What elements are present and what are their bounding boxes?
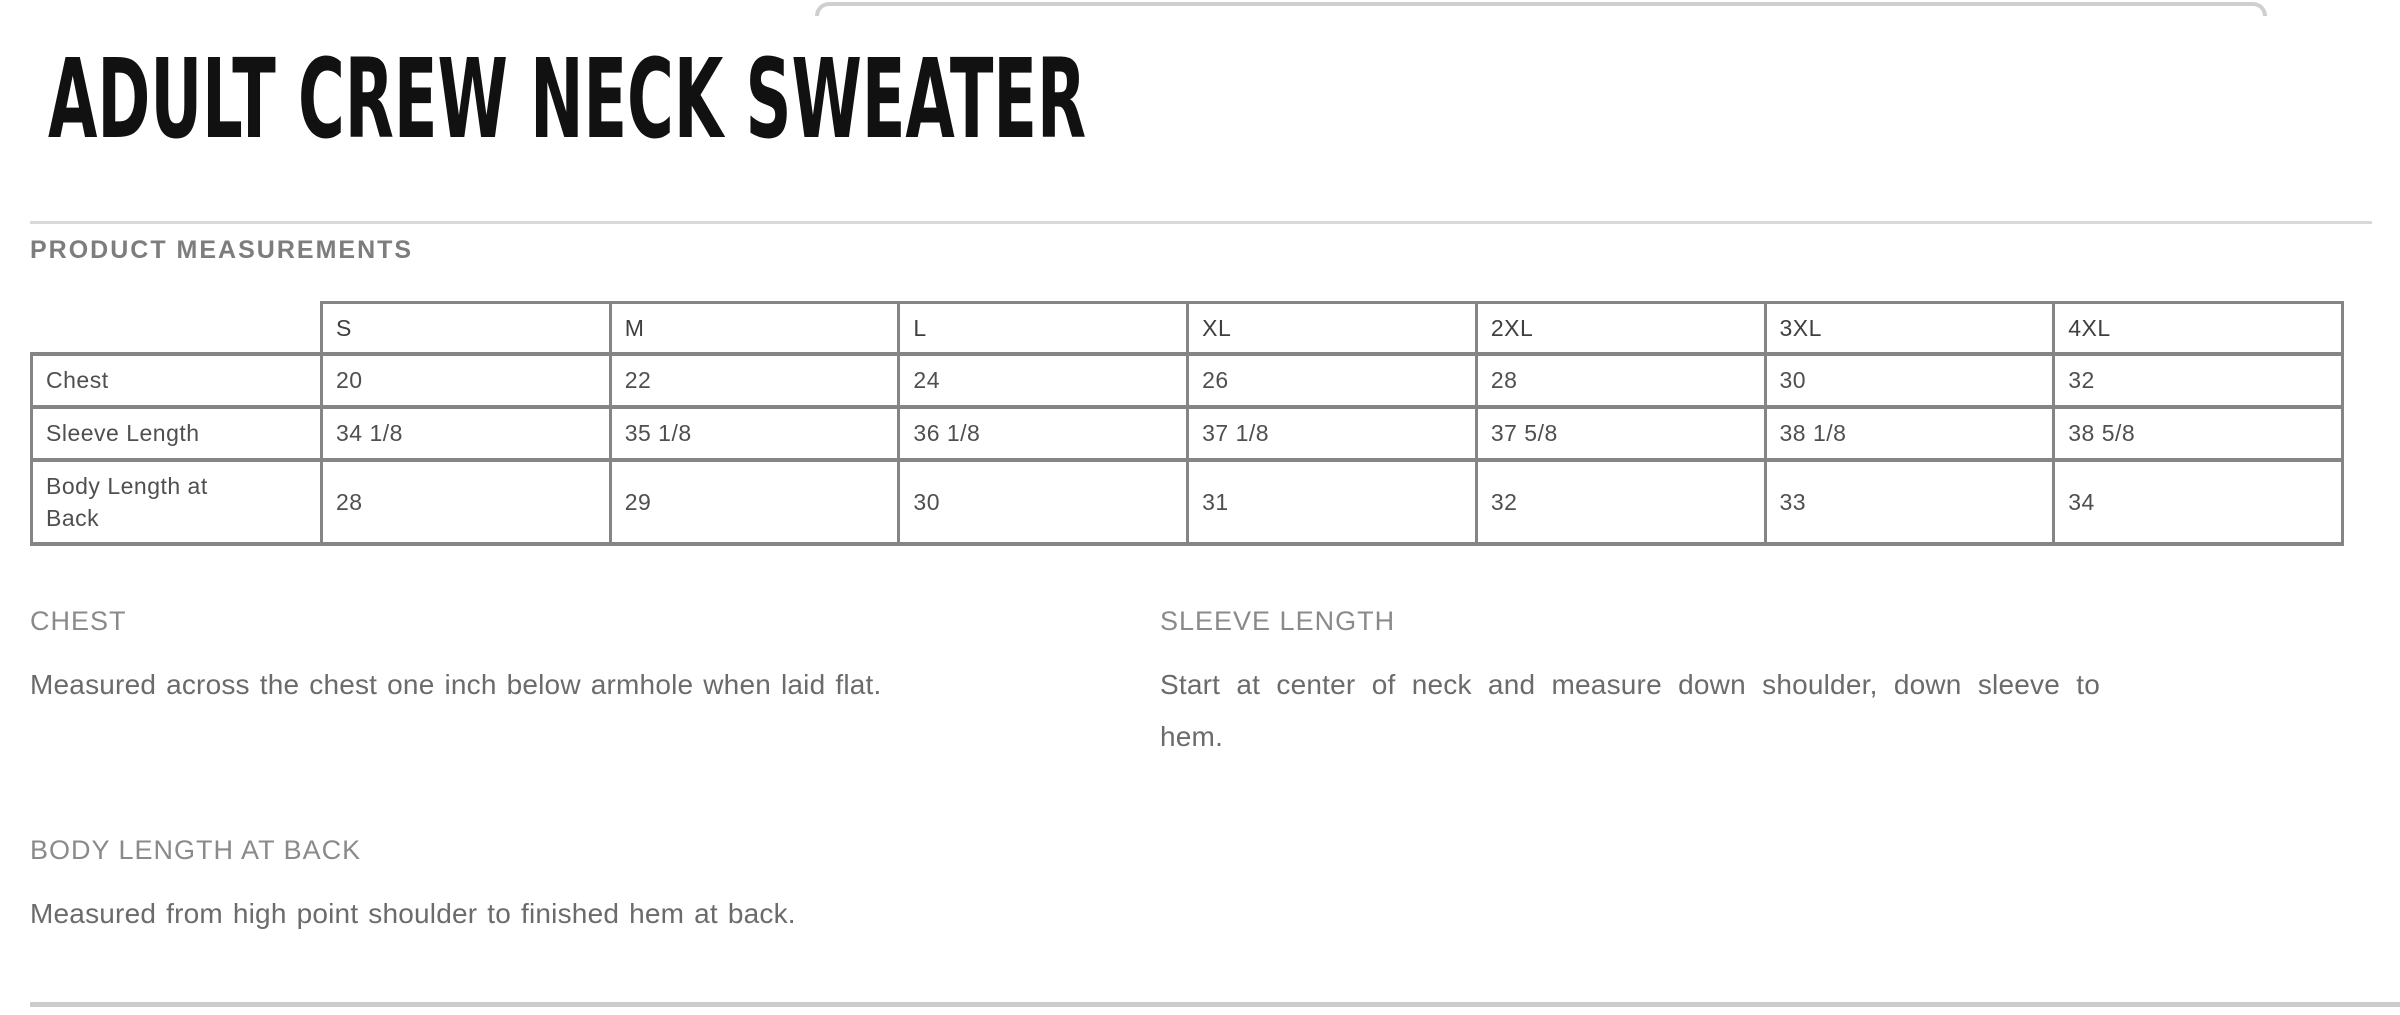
bottom-divider [30,1002,2400,1007]
chest-value-s: 20 [322,354,611,407]
size-header-3xl: 3XL [1765,303,2054,355]
guide-chest [30,606,1160,763]
body-length-value-m: 29 [610,460,899,544]
chest-value-xl: 26 [1188,354,1477,407]
guide-body-length-at-back-heading: BODY LENGTH AT BACK [30,835,362,865]
body-length-value-3xl: 33 [1765,460,2054,544]
size-chart-table [30,301,2344,546]
body-length-value-l: 30 [899,460,1188,544]
chest-value-2xl: 28 [1476,354,1765,407]
body-length-value-s: 28 [322,460,611,544]
guide-sleeve-length-description: Start at center of neck and measure down shoulder, down sleeve to hem. [1160,669,2100,752]
guide-sleeve-length [1160,606,2280,763]
size-header-2xl: 2XL [1476,303,1765,355]
top-divider [30,221,2372,224]
size-header-l: L [899,303,1188,355]
chest-value-4xl: 32 [2054,354,2343,407]
table-corner-cell [32,303,322,355]
guide-chest-heading: CHEST [30,606,127,636]
size-header-m: M [610,303,899,355]
measurement-guides [30,606,2280,940]
table-row-body-length-at-back [32,460,2343,544]
body-length-value-4xl: 34 [2054,460,2343,544]
size-header-s: S [322,303,611,355]
sleeve-value-s: 34 1/8 [322,407,611,460]
sleeve-value-3xl: 38 1/8 [1765,407,2054,460]
sleeve-value-2xl: 37 5/8 [1476,407,1765,460]
sleeve-value-m: 35 1/8 [610,407,899,460]
product-title: ADULT CREW NECK SWEATER [48,35,1087,163]
row-label-chest: Chest [32,354,322,407]
guide-sleeve-length-heading: SLEEVE LENGTH [1160,606,1396,636]
size-header-xl: XL [1188,303,1477,355]
table-row-sleeve-length [32,407,2343,460]
product-measurements-heading: PRODUCT MEASUREMENTS [30,236,414,264]
guide-body-length-at-back-description: Measured from high point shoulder to finished hem at back. [30,898,796,929]
sleeve-value-4xl: 38 5/8 [2054,407,2343,460]
table-row-chest [32,354,2343,407]
chest-value-l: 24 [899,354,1188,407]
body-length-value-xl: 31 [1188,460,1477,544]
guide-body-length-at-back [30,835,1160,940]
body-length-value-2xl: 32 [1476,460,1765,544]
size-header-row [32,303,2343,355]
chest-value-m: 22 [610,354,899,407]
card-top-edge [815,2,2267,16]
guide-chest-description: Measured across the chest one inch below armhole when laid flat. [30,669,882,700]
sleeve-value-l: 36 1/8 [899,407,1188,460]
sleeve-value-xl: 37 1/8 [1188,407,1477,460]
size-header-4xl: 4XL [2054,303,2343,355]
chest-value-3xl: 30 [1765,354,2054,407]
row-label-sleeve-length: Sleeve Length [32,407,322,460]
row-label-body-length-at-back: Body Length at Back [32,460,322,544]
